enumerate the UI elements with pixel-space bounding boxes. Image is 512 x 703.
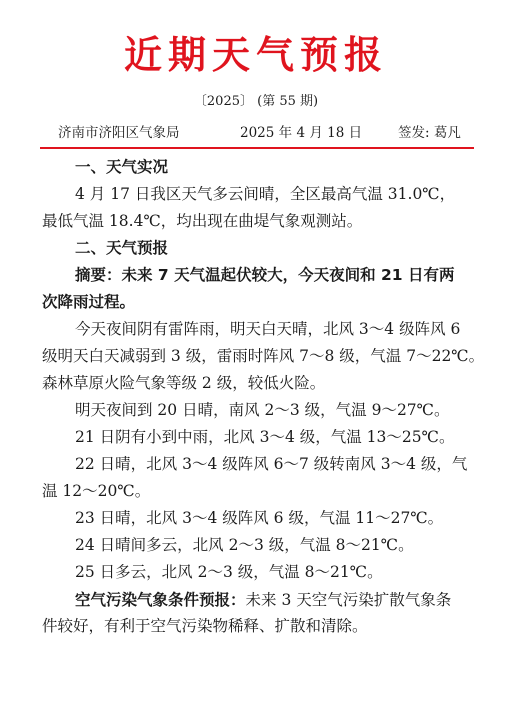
issue-date: 2025 年 4 月 18 日 [240,125,363,141]
forecast-tonight-line: 级明天白天减弱到 3 级，雷雨时阵风 7～8 级，气温 7～22℃。 [42,347,485,365]
issuing-organization: 济南市济阳区气象局 [58,125,180,141]
air-pollution-line-cont: 件较好，有利于空气污染物稀释、扩散和清除。 [42,617,368,635]
section-heading-forecast: 二、天气预报 [75,239,169,257]
document-title: 近期天气预报 [123,32,388,77]
forecast-day-21: 21 日阴有小到中雨，北风 3～4 级，气温 13～25℃。 [75,428,455,446]
forecast-day-20: 明天夜间到 20 日晴，南风 2～3 级，气温 9～27℃。 [75,401,450,419]
forecast-day-22-cont: 温 12～20℃。 [42,482,151,500]
forecast-tonight-line: 今天夜间阴有雷阵雨，明天白天晴，北风 3～4 级阵风 6 [75,320,461,338]
air-pollution-label: 空气污染气象条件预报： [75,590,246,609]
observation-text-line: 最低气温 18.4℃，均出现在曲堤气象观测站。 [42,212,363,230]
air-pollution-line [42,586,476,613]
signer: 签发: 葛凡 [398,125,461,141]
forecast-summary-line: 摘要：未来 7 天气温起伏较大，今天夜间和 21 日有两 [75,266,455,284]
issue-number: 〔2025〕 (第 55 期) [193,94,319,109]
fire-risk-line: 森林草原火险气象等级 2 级，较低火险。 [42,374,326,392]
forecast-day-22: 22 日晴，北风 3～4 级阵风 6～7 级转南风 3～4 级，气 [75,455,468,473]
forecast-day-23: 23 日晴，北风 3～4 级阵风 6 级，气温 11～27℃。 [75,509,444,527]
air-pollution-text: 未来 3 天空气污染扩散气象条 [245,591,452,609]
header-divider [40,147,474,149]
forecast-day-25: 25 日多云，北风 2～3 级，气温 8～21℃。 [75,563,383,581]
forecast-day-24: 24 日晴间多云，北风 2～3 级，气温 8～21℃。 [75,536,414,554]
document-body [42,154,485,640]
forecast-summary-line: 次降雨过程。 [42,293,136,311]
section-heading-observations: 一、天气实况 [75,158,169,176]
observation-text-line: 4 月 17 日我区天气多云间晴，全区最高气温 31.0℃， [75,185,456,203]
